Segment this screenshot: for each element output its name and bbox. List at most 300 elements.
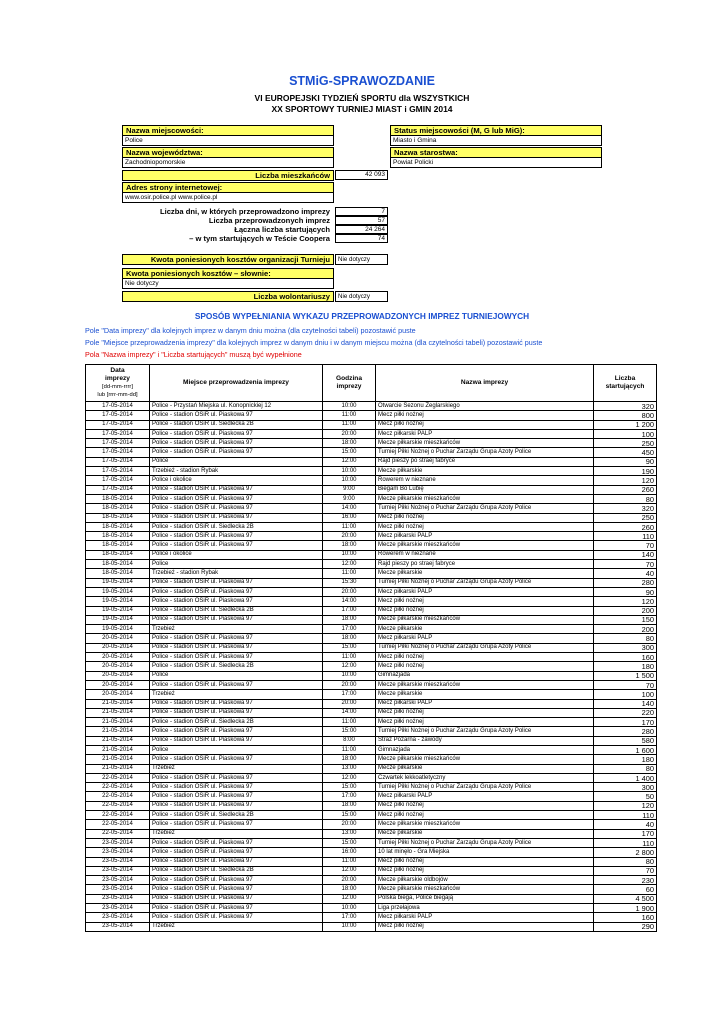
cell-place[interactable]: Police - stadion OSiR ul. Piaskowa 97 xyxy=(150,699,323,708)
cell-place[interactable]: Police - stadion OSiR ul. Piaskowa 97 xyxy=(150,578,323,587)
cell-count[interactable]: 70 xyxy=(594,541,657,550)
cell-count[interactable]: 140 xyxy=(594,699,657,708)
cell-date[interactable]: 18-05-2014 xyxy=(86,541,150,550)
cell-time[interactable]: 13:00 xyxy=(323,829,376,838)
cell-name[interactable]: Mecz piłki nożnej xyxy=(376,606,594,615)
cell-time[interactable]: 12:00 xyxy=(323,662,376,671)
cell-date[interactable]: 19-05-2014 xyxy=(86,606,150,615)
cell-count[interactable]: 90 xyxy=(594,587,657,596)
cell-date[interactable]: 19-05-2014 xyxy=(86,625,150,634)
cell-date[interactable]: 17-05-2014 xyxy=(86,402,150,411)
cell-date[interactable]: 18-05-2014 xyxy=(86,504,150,513)
cell-place[interactable]: Police - stadion OSiR ul. Piaskowa 97 xyxy=(150,904,323,913)
cell-name[interactable]: Mecz piłki nożnej xyxy=(376,857,594,866)
cell-count[interactable]: 280 xyxy=(594,578,657,587)
cell-date[interactable]: 23-05-2014 xyxy=(86,894,150,903)
cell-place[interactable]: Police - stadion OSiR ul. Piaskowa 97 xyxy=(150,615,323,624)
cell-time[interactable]: 16:00 xyxy=(323,513,376,522)
cell-date[interactable]: 19-05-2014 xyxy=(86,587,150,596)
cell-count[interactable]: 200 xyxy=(594,625,657,634)
cell-place[interactable]: Police - stadion OSiR ul. Piaskowa 97 xyxy=(150,792,323,801)
cell-time[interactable]: 15:00 xyxy=(323,448,376,457)
cell-date[interactable]: 20-05-2014 xyxy=(86,680,150,689)
cell-name[interactable]: Mecz piłki nożnej xyxy=(376,411,594,420)
cell-count[interactable]: 300 xyxy=(594,783,657,792)
cell-place[interactable]: Police xyxy=(150,745,323,754)
cell-place[interactable]: Police - stadion OSiR ul. Siedlecka 2B xyxy=(150,420,323,429)
cell-place[interactable]: Police xyxy=(150,457,323,466)
cell-time[interactable]: 18:00 xyxy=(323,541,376,550)
cell-place[interactable]: Police - stadion OSiR ul. Piaskowa 97 xyxy=(150,429,323,438)
cell-place[interactable]: Trzebież xyxy=(150,922,323,931)
cell-name[interactable]: Mecz piłkarski PALP xyxy=(376,792,594,801)
cell-place[interactable]: Police - stadion OSiR ul. Piaskowa 97 xyxy=(150,885,323,894)
cell-name[interactable]: 10 lat minęło - Gra Miejska xyxy=(376,848,594,857)
cell-time[interactable]: 18:00 xyxy=(323,615,376,624)
cell-time[interactable]: 20:00 xyxy=(323,820,376,829)
cell-name[interactable]: Mecze piłkarskie xyxy=(376,625,594,634)
cell-name[interactable]: Mecze piłkarskie xyxy=(376,829,594,838)
cell-place[interactable]: Trzebież xyxy=(150,690,323,699)
cell-count[interactable]: 250 xyxy=(594,513,657,522)
cell-time[interactable]: 16:00 xyxy=(323,848,376,857)
cell-time[interactable]: 14:00 xyxy=(323,708,376,717)
cell-place[interactable]: Police - stadion OSiR ul. Siedlecka 2B xyxy=(150,866,323,875)
cell-place[interactable]: Police i okolice xyxy=(150,550,323,559)
cell-place[interactable]: Police - stadion OSiR ul. Piaskowa 97 xyxy=(150,801,323,810)
cell-place[interactable]: Police - stadion OSiR ul. Piaskowa 97 xyxy=(150,541,323,550)
cell-place[interactable]: Trzebież - stadion Rybak xyxy=(150,467,323,476)
cell-date[interactable]: 22-05-2014 xyxy=(86,801,150,810)
cell-count[interactable]: 60 xyxy=(594,885,657,894)
cell-place[interactable]: Police - stadion OSiR ul. Piaskowa 97 xyxy=(150,634,323,643)
cell-place[interactable]: Police - Przystań Miejska ul. Konopnickiej 12 xyxy=(150,402,323,411)
cell-count[interactable]: 2 800 xyxy=(594,848,657,857)
cell-count[interactable]: 250 xyxy=(594,439,657,448)
cell-date[interactable]: 17-05-2014 xyxy=(86,411,150,420)
cell-time[interactable]: 18:00 xyxy=(323,801,376,810)
cell-place[interactable]: Police - stadion OSiR ul. Piaskowa 97 xyxy=(150,494,323,503)
cell-place[interactable]: Police - stadion OSiR ul. Piaskowa 97 xyxy=(150,587,323,596)
cell-date[interactable]: 17-05-2014 xyxy=(86,457,150,466)
cell-time[interactable]: 18:00 xyxy=(323,439,376,448)
cell-name[interactable]: Rajd pieszy po straej fabryce xyxy=(376,457,594,466)
cell-time[interactable]: 10:00 xyxy=(323,402,376,411)
cell-count[interactable]: 320 xyxy=(594,402,657,411)
cell-place[interactable]: Police - stadion OSiR ul. Siedlecka 2B xyxy=(150,606,323,615)
cell-time[interactable]: 8:00 xyxy=(323,736,376,745)
cell-count[interactable]: 260 xyxy=(594,485,657,494)
cell-date[interactable]: 18-05-2014 xyxy=(86,494,150,503)
cell-name[interactable]: Turniej Piłki Nożnej o Puchar Zarządu Grupa Azoty Police xyxy=(376,504,594,513)
volunteers-field[interactable]: Nie dotyczy xyxy=(335,291,388,302)
cell-time[interactable]: 11:00 xyxy=(323,857,376,866)
cell-name[interactable]: Turniej Piłki Nożnej o Puchar Zarządu Grupa Azoty Police xyxy=(376,643,594,652)
cell-date[interactable]: 17-05-2014 xyxy=(86,429,150,438)
cell-date[interactable]: 22-05-2014 xyxy=(86,783,150,792)
cell-place[interactable]: Police - stadion OSiR ul. Piaskowa 97 xyxy=(150,876,323,885)
cell-date[interactable]: 21-05-2014 xyxy=(86,764,150,773)
cell-name[interactable]: Mecz piłki nożnej xyxy=(376,811,594,820)
cell-name[interactable]: Mecz piłkarski PALP xyxy=(376,429,594,438)
cell-place[interactable]: Police - stadion OSiR ul. Piaskowa 97 xyxy=(150,411,323,420)
cell-name[interactable]: Otwarcie Sezonu Żeglarskiego xyxy=(376,402,594,411)
cell-name[interactable]: Mecz piłkarski PALP xyxy=(376,587,594,596)
cell-count[interactable]: 200 xyxy=(594,606,657,615)
cell-time[interactable]: 20:00 xyxy=(323,587,376,596)
cell-name[interactable]: Mecz piłki nożnej xyxy=(376,708,594,717)
cell-place[interactable]: Police - stadion OSiR ul. Piaskowa 97 xyxy=(150,643,323,652)
cell-name[interactable]: Mecze piłkarskie mieszkańców xyxy=(376,615,594,624)
cell-count[interactable]: 50 xyxy=(594,792,657,801)
cell-time[interactable]: 17:00 xyxy=(323,606,376,615)
cell-time[interactable]: 20:00 xyxy=(323,680,376,689)
cell-time[interactable]: 11:00 xyxy=(323,653,376,662)
cell-name[interactable]: Mecz piłki nożnej xyxy=(376,597,594,606)
cell-name[interactable]: Mecze piłkarskie xyxy=(376,467,594,476)
cell-name[interactable]: Biegam Bo Lubię xyxy=(376,485,594,494)
cell-time[interactable]: 15:00 xyxy=(323,727,376,736)
cell-name[interactable]: Mecze piłkarskie oldbojów xyxy=(376,876,594,885)
cell-count[interactable]: 80 xyxy=(594,634,657,643)
cell-name[interactable]: Mecz piłki nożnej xyxy=(376,522,594,531)
cell-date[interactable]: 20-05-2014 xyxy=(86,662,150,671)
cell-date[interactable]: 17-05-2014 xyxy=(86,439,150,448)
cell-name[interactable]: Mecz piłkarski PALP xyxy=(376,532,594,541)
cell-time[interactable]: 11:00 xyxy=(323,718,376,727)
cell-place[interactable]: Police - stadion OSiR ul. Piaskowa 97 xyxy=(150,504,323,513)
cell-time[interactable]: 15:00 xyxy=(323,643,376,652)
county-field[interactable]: Powiat Policki xyxy=(390,158,602,168)
cell-time[interactable]: 20:00 xyxy=(323,876,376,885)
cell-count[interactable]: 100 xyxy=(594,429,657,438)
cell-date[interactable]: 21-05-2014 xyxy=(86,736,150,745)
cell-place[interactable]: Police - stadion OSiR ul. Piaskowa 97 xyxy=(150,597,323,606)
cell-count[interactable]: 170 xyxy=(594,829,657,838)
cell-time[interactable]: 11:00 xyxy=(323,745,376,754)
cell-place[interactable]: Police - stadion OSiR ul. Piaskowa 97 xyxy=(150,857,323,866)
cell-place[interactable]: Police - stadion OSiR ul. Piaskowa 97 xyxy=(150,680,323,689)
cell-count[interactable]: 280 xyxy=(594,727,657,736)
cell-count[interactable]: 1 500 xyxy=(594,671,657,680)
cell-time[interactable]: 10:00 xyxy=(323,476,376,485)
cell-name[interactable]: Rowerem w nieznane xyxy=(376,550,594,559)
cell-place[interactable]: Police - stadion OSiR ul. Piaskowa 97 xyxy=(150,913,323,922)
table-row xyxy=(86,857,657,866)
cell-date[interactable]: 23-05-2014 xyxy=(86,857,150,866)
cell-count[interactable]: 260 xyxy=(594,522,657,531)
cell-count[interactable]: 580 xyxy=(594,736,657,745)
cell-time[interactable]: 18:00 xyxy=(323,634,376,643)
cell-count[interactable]: 40 xyxy=(594,820,657,829)
cell-place[interactable]: Police - stadion OSiR ul. Piaskowa 97 xyxy=(150,708,323,717)
cell-time[interactable]: 15:00 xyxy=(323,783,376,792)
cell-date[interactable]: 20-05-2014 xyxy=(86,671,150,680)
participants-field[interactable]: 24 264 xyxy=(335,225,388,234)
cell-name[interactable]: Mecze piłkarskie mieszkańców xyxy=(376,541,594,550)
cell-time[interactable]: 9:00 xyxy=(323,485,376,494)
cell-date[interactable]: 22-05-2014 xyxy=(86,829,150,838)
cell-date[interactable]: 17-05-2014 xyxy=(86,448,150,457)
cell-count[interactable]: 220 xyxy=(594,708,657,717)
cell-name[interactable]: Gimnazjada xyxy=(376,671,594,680)
cell-place[interactable]: Police - stadion OSiR ul. Piaskowa 97 xyxy=(150,727,323,736)
cell-date[interactable]: 22-05-2014 xyxy=(86,820,150,829)
cell-count[interactable]: 4 500 xyxy=(594,894,657,903)
cell-time[interactable]: 9:00 xyxy=(323,494,376,503)
cell-time[interactable]: 12:00 xyxy=(323,894,376,903)
cell-count[interactable]: 170 xyxy=(594,718,657,727)
population-field[interactable]: 42 093 xyxy=(335,170,388,180)
cell-name[interactable]: Mecze piłkarskie mieszkańców xyxy=(376,820,594,829)
cell-place[interactable]: Police - stadion OSiR ul. Siedlecka 2B xyxy=(150,718,323,727)
cell-date[interactable]: 22-05-2014 xyxy=(86,811,150,820)
cell-name[interactable]: Mecze piłkarskie mieszkańców xyxy=(376,439,594,448)
cell-count[interactable]: 70 xyxy=(594,560,657,569)
cell-count[interactable]: 190 xyxy=(594,467,657,476)
cell-date[interactable]: 18-05-2014 xyxy=(86,513,150,522)
cell-time[interactable]: 10:00 xyxy=(323,904,376,913)
table-row xyxy=(86,792,657,801)
cell-count[interactable]: 100 xyxy=(594,690,657,699)
cell-name[interactable]: Turniej Piłki Nożnej o Puchar Zarządu Grupa Azoty Police xyxy=(376,838,594,847)
cost-words-field[interactable]: Nie dotyczy xyxy=(122,279,334,289)
cell-count[interactable]: 40 xyxy=(594,569,657,578)
cell-place[interactable]: Police - stadion OSiR ul. Piaskowa 97 xyxy=(150,439,323,448)
cell-count[interactable]: 80 xyxy=(594,857,657,866)
cell-name[interactable]: Mecz piłki nożnej xyxy=(376,922,594,931)
cell-name[interactable]: Mecz piłkarski PALP xyxy=(376,913,594,922)
cell-count[interactable]: 1 200 xyxy=(594,420,657,429)
cell-count[interactable]: 140 xyxy=(594,550,657,559)
cell-name[interactable]: Mecz piłki nożnej xyxy=(376,866,594,875)
cell-date[interactable]: 20-05-2014 xyxy=(86,634,150,643)
cell-place[interactable]: Police - stadion OSiR ul. Piaskowa 97 xyxy=(150,820,323,829)
cell-time[interactable]: 10:00 xyxy=(323,922,376,931)
cell-place[interactable]: Police - stadion OSiR ul. Piaskowa 97 xyxy=(150,894,323,903)
cell-time[interactable]: 15:00 xyxy=(323,838,376,847)
cell-time[interactable]: 13:00 xyxy=(323,764,376,773)
cell-place[interactable]: Police - stadion OSiR ul. Siedlecka 2B xyxy=(150,522,323,531)
cell-name[interactable]: Mecze piłkarskie xyxy=(376,690,594,699)
cell-name[interactable]: Mecz piłkarski PALP xyxy=(376,634,594,643)
cell-count[interactable]: 110 xyxy=(594,532,657,541)
status-field[interactable]: Miasto i Gmina xyxy=(390,136,602,146)
cell-name[interactable]: Mecz piłki nożnej xyxy=(376,718,594,727)
cost-field[interactable]: Nie dotyczy xyxy=(335,254,388,265)
cell-time[interactable]: 12:00 xyxy=(323,866,376,875)
cell-time[interactable]: 11:00 xyxy=(323,411,376,420)
cell-count[interactable]: 80 xyxy=(594,764,657,773)
cell-time[interactable]: 17:00 xyxy=(323,690,376,699)
cell-time[interactable]: 18:00 xyxy=(323,885,376,894)
cell-time[interactable]: 20:00 xyxy=(323,532,376,541)
cell-date[interactable]: 21-05-2014 xyxy=(86,699,150,708)
town-field[interactable]: Police xyxy=(122,136,334,146)
cell-date[interactable]: 19-05-2014 xyxy=(86,597,150,606)
cell-place[interactable]: Police - stadion OSiR ul. Piaskowa 97 xyxy=(150,848,323,857)
cell-date[interactable]: 23-05-2014 xyxy=(86,876,150,885)
cell-place[interactable]: Police - stadion OSiR ul. Piaskowa 97 xyxy=(150,532,323,541)
cell-date[interactable]: 23-05-2014 xyxy=(86,885,150,894)
cell-name[interactable]: Mecze piłkarskie xyxy=(376,764,594,773)
cell-name[interactable]: Turniej Piłki Nożnej o Puchar Zarządu Grupa Azoty Police xyxy=(376,578,594,587)
cell-place[interactable]: Police - stadion OSiR ul. Piaskowa 97 xyxy=(150,838,323,847)
cell-count[interactable]: 1 400 xyxy=(594,773,657,782)
cell-time[interactable]: 11:00 xyxy=(323,420,376,429)
cell-count[interactable]: 70 xyxy=(594,866,657,875)
cell-count[interactable]: 800 xyxy=(594,411,657,420)
cell-name[interactable]: Mecze piłkarskie mieszkańców xyxy=(376,755,594,764)
cell-count[interactable]: 110 xyxy=(594,838,657,847)
cell-count[interactable]: 160 xyxy=(594,913,657,922)
cell-name[interactable]: Straż Pożarna - zawody xyxy=(376,736,594,745)
cell-place[interactable]: Police - stadion OSiR ul. Piaskowa 97 xyxy=(150,755,323,764)
cell-place[interactable]: Police - stadion OSiR ul. Piaskowa 97 xyxy=(150,653,323,662)
cell-place[interactable]: Police - stadion OSiR ul. Siedlecka 2B xyxy=(150,811,323,820)
cell-count[interactable]: 160 xyxy=(594,653,657,662)
cell-place[interactable]: Trzebież xyxy=(150,625,323,634)
cooper-field[interactable]: 74 xyxy=(335,234,388,243)
cell-count[interactable]: 290 xyxy=(594,922,657,931)
cell-name[interactable]: Mecz piłki nożnej xyxy=(376,653,594,662)
cell-place[interactable]: Trzebież xyxy=(150,764,323,773)
cell-date[interactable]: 18-05-2014 xyxy=(86,569,150,578)
cell-place[interactable]: Police - stadion OSiR ul. Piaskowa 97 xyxy=(150,783,323,792)
cell-time[interactable]: 17:00 xyxy=(323,913,376,922)
cell-date[interactable]: 21-05-2014 xyxy=(86,727,150,736)
cell-date[interactable]: 23-05-2014 xyxy=(86,922,150,931)
cell-name[interactable]: Rowerem w nieznane xyxy=(376,476,594,485)
cell-date[interactable]: 18-05-2014 xyxy=(86,522,150,531)
cell-count[interactable]: 1 600 xyxy=(594,745,657,754)
cell-date[interactable]: 18-05-2014 xyxy=(86,560,150,569)
cell-count[interactable]: 450 xyxy=(594,448,657,457)
cell-name[interactable]: Mecze piłkarskie mieszkańców xyxy=(376,494,594,503)
cell-count[interactable]: 180 xyxy=(594,662,657,671)
cell-time[interactable]: 11:00 xyxy=(323,522,376,531)
cell-name[interactable]: Polska biega, Police biegają xyxy=(376,894,594,903)
cell-date[interactable]: 18-05-2014 xyxy=(86,550,150,559)
cell-name[interactable]: Mecze piłkarskie mieszkańców xyxy=(376,680,594,689)
voivodeship-field[interactable]: Zachodniopomorskie xyxy=(122,158,334,168)
cell-time[interactable]: 10:00 xyxy=(323,550,376,559)
cell-place[interactable]: Trzebież xyxy=(150,829,323,838)
website-field[interactable]: www.osir.police.pl www.police.pl xyxy=(122,193,334,203)
cell-date[interactable]: 20-05-2014 xyxy=(86,690,150,699)
cell-date[interactable]: 20-05-2014 xyxy=(86,653,150,662)
cell-time[interactable]: 14:00 xyxy=(323,504,376,513)
cell-name[interactable]: Mecz piłki nożnej xyxy=(376,513,594,522)
cell-count[interactable]: 230 xyxy=(594,876,657,885)
cell-date[interactable]: 17-05-2014 xyxy=(86,476,150,485)
cell-time[interactable]: 20:00 xyxy=(323,429,376,438)
cell-count[interactable]: 1 900 xyxy=(594,904,657,913)
cell-name[interactable]: Mecze piłkarskie mieszkańców xyxy=(376,885,594,894)
cell-time[interactable]: 12:00 xyxy=(323,457,376,466)
cell-place[interactable]: Police - stadion OSiR ul. Piaskowa 97 xyxy=(150,773,323,782)
cell-time[interactable]: 10:00 xyxy=(323,467,376,476)
cell-place[interactable]: Police - stadion OSiR ul. Piaskowa 97 xyxy=(150,448,323,457)
cell-place[interactable]: Police - stadion OSiR ul. Piaskowa 97 xyxy=(150,513,323,522)
cell-count[interactable]: 120 xyxy=(594,476,657,485)
events-count-field[interactable]: 57 xyxy=(335,216,388,225)
cell-place[interactable]: Police - stadion OSiR ul. Siedlecka 2B xyxy=(150,662,323,671)
cell-count[interactable]: 80 xyxy=(594,494,657,503)
cell-name[interactable]: Mecz piłki nożnej xyxy=(376,420,594,429)
cell-date[interactable]: 19-05-2014 xyxy=(86,578,150,587)
cell-date[interactable]: 22-05-2014 xyxy=(86,792,150,801)
cell-place[interactable]: Police xyxy=(150,560,323,569)
cell-place[interactable]: Trzebież - stadion Rybak xyxy=(150,569,323,578)
cell-place[interactable]: Police - stadion OSiR ul. Piaskowa 97 xyxy=(150,485,323,494)
cell-count[interactable]: 90 xyxy=(594,457,657,466)
cell-name[interactable]: Mecz piłki nożnej xyxy=(376,801,594,810)
cell-date[interactable]: 20-05-2014 xyxy=(86,643,150,652)
cell-date[interactable]: 21-05-2014 xyxy=(86,718,150,727)
cell-date[interactable]: 17-05-2014 xyxy=(86,485,150,494)
cell-date[interactable]: 21-05-2014 xyxy=(86,708,150,717)
cell-name[interactable]: Mecz piłki nożnej xyxy=(376,662,594,671)
cell-count[interactable]: 300 xyxy=(594,643,657,652)
cell-name[interactable]: Mecz piłkarski PALP xyxy=(376,699,594,708)
cell-count[interactable]: 180 xyxy=(594,755,657,764)
cell-date[interactable]: 22-05-2014 xyxy=(86,773,150,782)
cell-time[interactable]: 11:00 xyxy=(323,569,376,578)
cell-name[interactable]: Liga przełajowa xyxy=(376,904,594,913)
cell-date[interactable]: 21-05-2014 xyxy=(86,755,150,764)
cell-place[interactable]: Police i okolice xyxy=(150,476,323,485)
cell-count[interactable]: 120 xyxy=(594,597,657,606)
cell-date[interactable]: 17-05-2014 xyxy=(86,467,150,476)
cell-date[interactable]: 23-05-2014 xyxy=(86,904,150,913)
cell-time[interactable]: 20:00 xyxy=(323,699,376,708)
cell-count[interactable]: 110 xyxy=(594,811,657,820)
cell-name[interactable]: Turniej Piłki Nożnej o Puchar Zarządu Grupa Azoty Police xyxy=(376,783,594,792)
cell-date[interactable]: 19-05-2014 xyxy=(86,615,150,624)
days-field[interactable]: 7 xyxy=(335,207,388,216)
cell-date[interactable]: 21-05-2014 xyxy=(86,745,150,754)
cell-count[interactable]: 320 xyxy=(594,504,657,513)
cell-count[interactable]: 120 xyxy=(594,801,657,810)
cell-date[interactable]: 23-05-2014 xyxy=(86,838,150,847)
cell-date[interactable]: 23-05-2014 xyxy=(86,866,150,875)
cell-count[interactable]: 70 xyxy=(594,680,657,689)
cell-date[interactable]: 23-05-2014 xyxy=(86,848,150,857)
cell-time[interactable]: 15:30 xyxy=(323,578,376,587)
cell-date[interactable]: 23-05-2014 xyxy=(86,913,150,922)
cell-name[interactable]: Czwartek lekkoatletyczny xyxy=(376,773,594,782)
cell-time[interactable]: 12:00 xyxy=(323,773,376,782)
cell-time[interactable]: 17:00 xyxy=(323,625,376,634)
cell-time[interactable]: 18:00 xyxy=(323,755,376,764)
cell-time[interactable]: 12:00 xyxy=(323,560,376,569)
cell-place[interactable]: Police - stadion OSiR ul. Piaskowa 97 xyxy=(150,736,323,745)
cell-date[interactable]: 17-05-2014 xyxy=(86,420,150,429)
cell-name[interactable]: Mecze piłkarskie xyxy=(376,569,594,578)
cell-count[interactable]: 150 xyxy=(594,615,657,624)
cell-name[interactable]: Gimnazjada xyxy=(376,745,594,754)
cell-name[interactable]: Turniej Piłki Nożnej o Puchar Zarządu Grupa Azoty Police xyxy=(376,727,594,736)
cell-name[interactable]: Rajd pieszy po straej fabryce xyxy=(376,560,594,569)
cell-time[interactable]: 15:00 xyxy=(323,811,376,820)
cell-date[interactable]: 18-05-2014 xyxy=(86,532,150,541)
cell-time[interactable]: 14:00 xyxy=(323,597,376,606)
cell-time[interactable]: 17:00 xyxy=(323,792,376,801)
cell-place[interactable]: Police xyxy=(150,671,323,680)
cell-name[interactable]: Turniej Piłki Nożnej o Puchar Zarządu Grupa Azoty Police xyxy=(376,448,594,457)
cell-time[interactable]: 10:00 xyxy=(323,671,376,680)
